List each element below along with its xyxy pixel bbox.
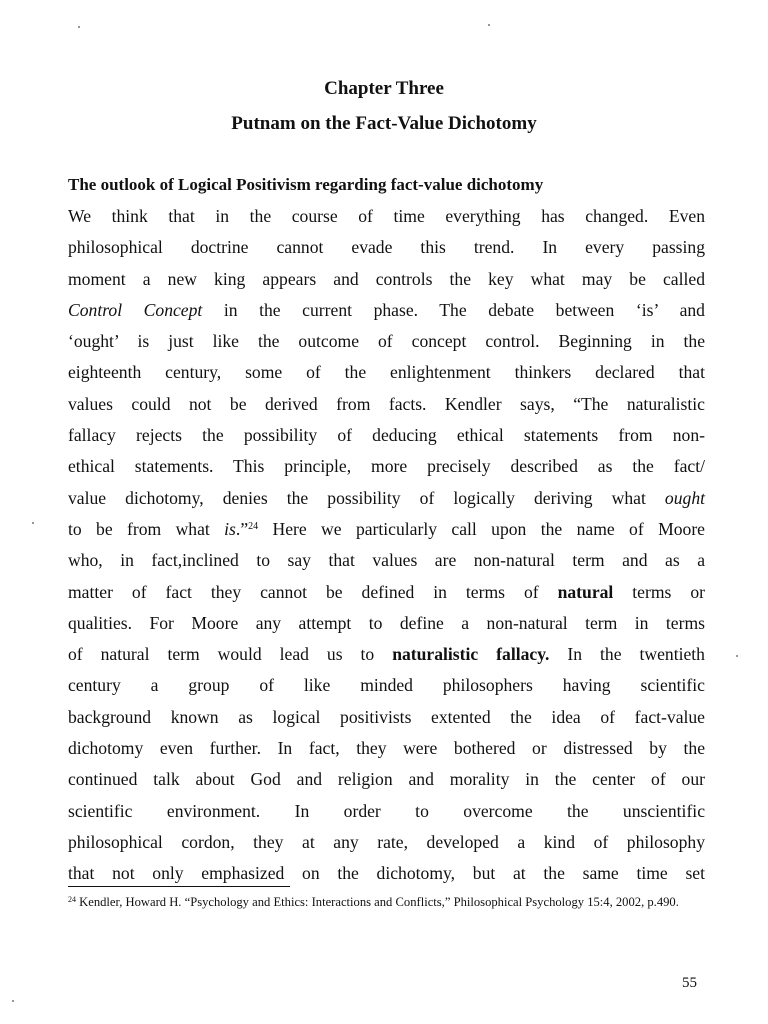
body-line: scientific environment. In order to overcome the unscientific <box>68 800 705 821</box>
body-line: background known as logical positivists extented the idea of fact-value <box>68 706 705 727</box>
body-line: to be from what is.”$^{24}$ Here we particularly call upon the name of Moore <box>68 518 705 539</box>
page-number: 55 <box>682 975 697 991</box>
body-line: philosophical cordon, they at any rate, developed a kind of philosophy <box>68 831 705 852</box>
body-line: who, in fact,inclined to say that values are non-natural term and as a <box>68 550 705 571</box>
chapter-title: Chapter Three <box>324 78 444 99</box>
body-line: continued talk about God and religion and morality in the center of our <box>68 769 705 790</box>
body-line: moment a new king appears and controls the key what may be called <box>68 268 705 289</box>
footnote-divider <box>68 886 290 887</box>
body-line: values could not be derived from facts. Kendler says, “The naturalistic <box>68 393 705 414</box>
body-line: eighteenth century, some of the enlightenment thinkers declared that <box>68 362 705 383</box>
body-line: ‘ought’ is just like the outcome of concept control. Beginning in the <box>68 331 705 352</box>
body-line: qualities. For Moore any attempt to define a non-natural term in terms <box>68 612 705 633</box>
scan-speck <box>736 655 738 657</box>
body-line: century a group of like minded philosophers having scientific <box>68 675 705 696</box>
scan-speck <box>488 24 490 26</box>
scan-speck <box>78 26 80 28</box>
chapter-subtitle: Putnam on the Fact-Value Dichotomy <box>231 113 537 134</box>
scan-speck <box>12 1000 14 1002</box>
body-line: We think that in the course of time everything has changed. Even <box>68 206 705 226</box>
body-line: value dichotomy, denies the possibility of logically deriving what ought <box>68 487 705 508</box>
body-line: that not only emphasized on the dichotomy, but at the same time set <box>68 863 705 884</box>
footnote-reference: 24 <box>248 520 259 532</box>
body-line: Control Concept in the current phase. The debate between ‘is’ and <box>68 299 705 320</box>
body-line: philosophical doctrine cannot evade this trend. In every passing <box>68 237 705 258</box>
body-line: of natural term would lead us to naturalistic fallacy. In the twentieth <box>68 644 705 665</box>
body-line: fallacy rejects the possibility of deducing ethical statements from non- <box>68 425 705 446</box>
footnote-number: 24 <box>68 895 76 904</box>
body-line: ethical statements. This principle, more precisely described as the fact/ <box>68 456 705 477</box>
footnote <box>68 894 708 910</box>
body-line: dichotomy even further. In fact, they were bothered or distressed by the <box>68 738 705 759</box>
section-heading: The outlook of Logical Positivism regarding fact-value dichotomy <box>68 175 544 194</box>
footnote-text: Kendler, Howard H. “Psychology and Ethics: Interactions and Conflicts,” Philosophical Psychology 15:4, 2002, p.490. <box>76 895 679 909</box>
scan-speck <box>32 522 34 524</box>
body-line: matter of fact they cannot be defined in terms of natural terms or <box>68 581 706 602</box>
body-paragraph <box>68 201 705 890</box>
